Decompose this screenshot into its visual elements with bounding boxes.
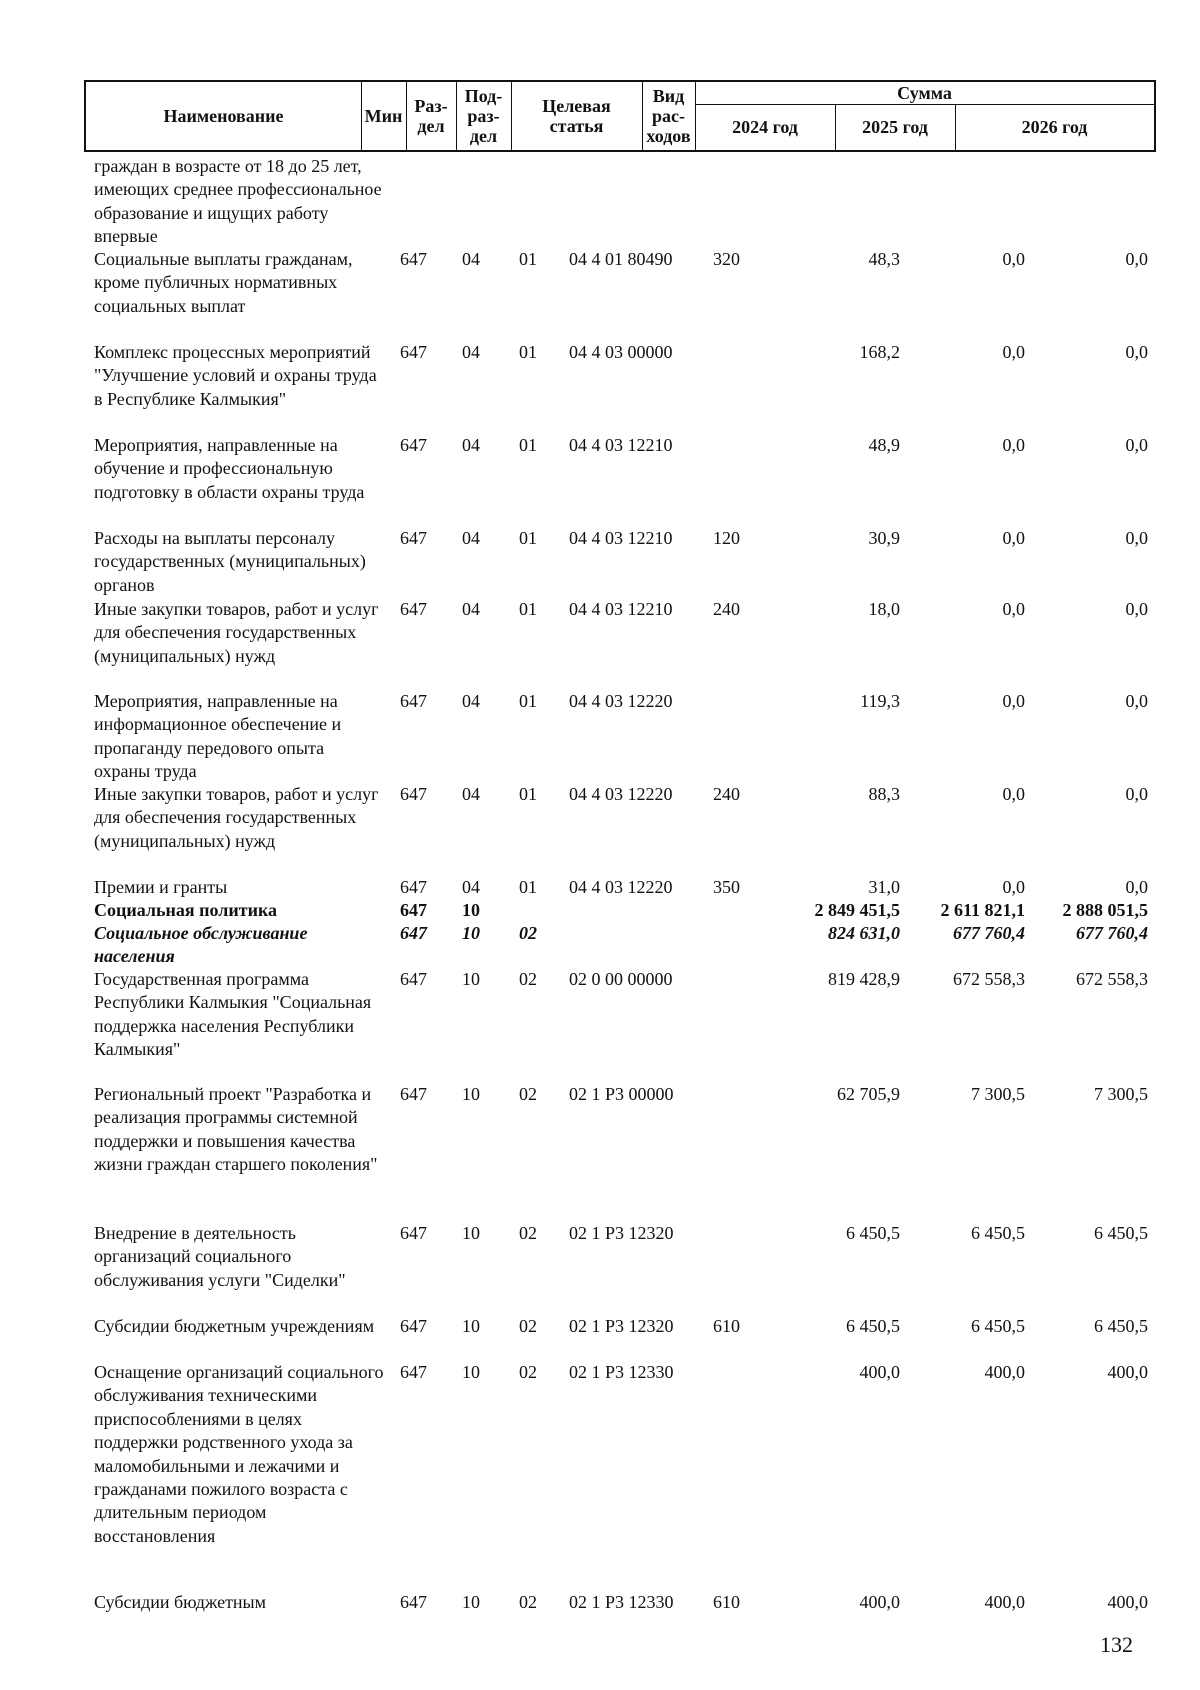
cell-rz: 10: [462, 923, 480, 943]
cell-min: 647: [400, 528, 427, 548]
cell-s2024: 18,0: [868, 599, 900, 619]
cell-cs: 04 4 03 12210: [569, 599, 673, 619]
cell-s2024: 824 631,0: [828, 923, 900, 943]
cell-name: Социальная политика: [94, 900, 278, 920]
cell-s2025: 0,0: [1002, 599, 1025, 619]
cell-s2026: 0,0: [1125, 599, 1148, 619]
cell-pr: 01: [519, 435, 537, 455]
cell-cs: 04 4 03 12210: [569, 435, 673, 455]
col-name-header: Наименование: [163, 106, 284, 126]
col-min-header: Мин: [364, 106, 403, 126]
col-vid-header: Вид рас- ходов: [646, 86, 691, 146]
cell-min: 647: [400, 249, 427, 269]
cell-name: Мероприятия, направленные на информационное обеспечение и пропаганду передового опыта охраны труда: [94, 691, 342, 782]
cell-pr: 02: [519, 923, 537, 943]
cell-s2025: 6 450,5: [971, 1223, 1025, 1243]
cell-rz: 10: [462, 1223, 480, 1243]
cell-s2025: 0,0: [1002, 249, 1025, 269]
cell-s2024: 48,9: [868, 435, 900, 455]
cell-s2025: 6 450,5: [971, 1316, 1025, 1336]
cell-s2025: 0,0: [1002, 528, 1025, 548]
cell-s2025: 400,0: [984, 1362, 1025, 1382]
cell-s2026: 0,0: [1125, 691, 1148, 711]
cell-name: граждан в возрасте от 18 до 25 лет, имеющих среднее профессиональное образование и ищущих работу впервые: [94, 156, 382, 247]
col-2024-header: 2024 год: [732, 117, 798, 137]
cell-s2024: 400,0: [859, 1592, 900, 1612]
cell-min: 647: [400, 1592, 427, 1612]
cell-vr: 610: [713, 1316, 740, 1336]
cell-s2026: 0,0: [1125, 528, 1148, 548]
cell-min: 647: [400, 900, 427, 920]
cell-name: Социальные выплаты гражданам, кроме публичных нормативных социальных выплат: [94, 249, 353, 316]
cell-cs: 02 1 Р3 12330: [569, 1592, 674, 1612]
cell-name: Субсидии бюджетным учреждениям: [94, 1316, 375, 1336]
cell-cs: 04 4 03 12220: [569, 877, 673, 897]
cell-rz: 10: [462, 1592, 480, 1612]
cell-name: Субсидии бюджетным: [94, 1592, 267, 1612]
cell-vr: 320: [713, 249, 740, 269]
cell-pr: 02: [519, 969, 537, 989]
cell-s2026: 0,0: [1125, 784, 1148, 804]
cell-min: 647: [400, 342, 427, 362]
cell-s2026: 0,0: [1125, 249, 1148, 269]
cell-pr: 02: [519, 1316, 537, 1336]
cell-s2025: 2 611 821,1: [940, 900, 1025, 920]
cell-rz: 10: [462, 900, 480, 920]
cell-cs: 04 4 03 00000: [569, 342, 673, 362]
cell-s2024: 2 849 451,5: [814, 900, 900, 920]
cell-cs: 02 1 Р3 00000: [569, 1084, 674, 1104]
cell-rz: 10: [462, 1362, 480, 1382]
cell-rz: 10: [462, 1316, 480, 1336]
cell-cs: 04 4 03 12220: [569, 691, 673, 711]
col-2025-header: 2025 год: [862, 117, 928, 137]
cell-vr: 240: [713, 599, 740, 619]
cell-name: Премии и гранты: [94, 877, 228, 897]
cell-rz: 10: [462, 969, 480, 989]
cell-pr: 02: [519, 1084, 537, 1104]
cell-min: 647: [400, 691, 427, 711]
cell-name: Внедрение в деятельность организаций социального обслуживания услуги "Сиделки": [94, 1223, 346, 1290]
cell-pr: 01: [519, 784, 537, 804]
cell-s2025: 0,0: [1002, 691, 1025, 711]
cell-min: 647: [400, 877, 427, 897]
cell-s2026: 672 558,3: [1076, 969, 1148, 989]
cell-min: 647: [400, 1223, 427, 1243]
cell-name: Комплекс процессных мероприятий "Улучшение условий и охраны труда в Республике Калмыкия": [94, 342, 377, 409]
col-target-header: Целевая статья: [542, 96, 611, 136]
cell-s2025: 0,0: [1002, 342, 1025, 362]
cell-s2024: 62 705,9: [837, 1084, 900, 1104]
cell-vr: 610: [713, 1592, 740, 1612]
cell-min: 647: [400, 1362, 427, 1382]
cell-rz: 04: [462, 877, 480, 897]
cell-name: Государственная программа Республики Калмыкия "Социальная поддержка населения Республики Калмыкия": [94, 969, 372, 1060]
cell-name: Мероприятия, направленные на обучение и профессиональную подготовку в области охраны труда: [94, 435, 365, 502]
cell-pr: 01: [519, 599, 537, 619]
cell-vr: 350: [713, 877, 740, 897]
cell-min: 647: [400, 1084, 427, 1104]
cell-s2026: 6 450,5: [1094, 1316, 1148, 1336]
cell-rz: 04: [462, 599, 480, 619]
col-2026-header: 2026 год: [1021, 117, 1088, 137]
cell-vr: 240: [713, 784, 740, 804]
cell-cs: 02 0 00 00000: [569, 969, 673, 989]
cell-pr: 01: [519, 691, 537, 711]
cell-s2024: 119,3: [860, 691, 900, 711]
col-podrazdel-header: Под- раз- дел: [464, 86, 503, 146]
cell-s2025: 400,0: [984, 1592, 1025, 1612]
cell-rz: 04: [462, 528, 480, 548]
cell-s2025: 0,0: [1002, 877, 1025, 897]
cell-rz: 04: [462, 784, 480, 804]
cell-s2025: 677 760,4: [953, 923, 1025, 943]
cell-s2026: 0,0: [1125, 435, 1148, 455]
col-summa-header: Сумма: [897, 83, 952, 103]
cell-name: Расходы на выплаты персоналу государственных (муниципальных) органов: [94, 528, 366, 595]
cell-s2025: 0,0: [1002, 784, 1025, 804]
cell-rz: 04: [462, 435, 480, 455]
cell-name: Региональный проект "Разработка и реализация программы системной поддержки и повышения качества жизни граждан старшего поколения": [94, 1084, 378, 1175]
cell-pr: 01: [519, 249, 537, 269]
cell-name: Иные закупки товаров, работ и услуг для обеспечения государственных (муниципальных) нужд: [94, 599, 379, 666]
cell-pr: 01: [519, 528, 537, 548]
cell-min: 647: [400, 1316, 427, 1336]
cell-s2024: 88,3: [868, 784, 900, 804]
cell-pr: 02: [519, 1592, 537, 1612]
col-razdel-header: Раз- дел: [414, 96, 448, 136]
cell-pr: 02: [519, 1223, 537, 1243]
cell-min: 647: [400, 969, 427, 989]
cell-s2026: 0,0: [1125, 342, 1148, 362]
cell-s2024: 30,9: [868, 528, 900, 548]
cell-vr: 120: [713, 528, 740, 548]
cell-s2025: 672 558,3: [953, 969, 1025, 989]
cell-cs: 04 4 03 12220: [569, 784, 673, 804]
cell-cs: 02 1 Р3 12320: [569, 1223, 674, 1243]
cell-name: Социальное обслуживание населения: [94, 923, 308, 967]
cell-min: 647: [400, 435, 427, 455]
cell-cs: 02 1 Р3 12330: [569, 1362, 674, 1382]
cell-s2026: 400,0: [1107, 1362, 1148, 1382]
cell-s2024: 6 450,5: [846, 1223, 900, 1243]
cell-s2026: 6 450,5: [1094, 1223, 1148, 1243]
cell-s2025: 7 300,5: [971, 1084, 1025, 1104]
cell-s2026: 677 760,4: [1076, 923, 1148, 943]
cell-rz: 04: [462, 691, 480, 711]
cell-s2026: 2 888 051,5: [1062, 900, 1148, 920]
cell-cs: 02 1 Р3 12320: [569, 1316, 674, 1336]
cell-cs: 04 4 03 12210: [569, 528, 673, 548]
cell-min: 647: [400, 923, 427, 943]
cell-s2025: 0,0: [1002, 435, 1025, 455]
cell-s2024: 168,2: [859, 342, 900, 362]
cell-pr: 01: [519, 877, 537, 897]
cell-s2024: 6 450,5: [846, 1316, 900, 1336]
cell-min: 647: [400, 599, 427, 619]
table-header: [84, 80, 1156, 152]
cell-min: 647: [400, 784, 427, 804]
cell-s2026: 7 300,5: [1094, 1084, 1148, 1104]
cell-cs: 04 4 01 80490: [569, 249, 673, 269]
cell-name: Оснащение организаций социального обслуживания техническими приспособлениями в целях поддержки родственного ухода за маломобильными и лежачими и гражданами пожилого возраста с длительным периодом восстановления: [94, 1362, 384, 1546]
cell-rz: 10: [462, 1084, 480, 1104]
cell-s2024: 400,0: [859, 1362, 900, 1382]
cell-pr: 01: [519, 342, 537, 362]
cell-s2024: 819 428,9: [828, 969, 900, 989]
cell-s2024: 48,3: [868, 249, 900, 269]
cell-s2024: 31,0: [868, 877, 900, 897]
cell-s2026: 400,0: [1107, 1592, 1148, 1612]
cell-name: Иные закупки товаров, работ и услуг для обеспечения государственных (муниципальных) нужд: [94, 784, 379, 851]
cell-s2026: 0,0: [1125, 877, 1148, 897]
cell-pr: 02: [519, 1362, 537, 1382]
page-number: 132: [1100, 1632, 1133, 1657]
cell-rz: 04: [462, 342, 480, 362]
cell-rz: 04: [462, 249, 480, 269]
